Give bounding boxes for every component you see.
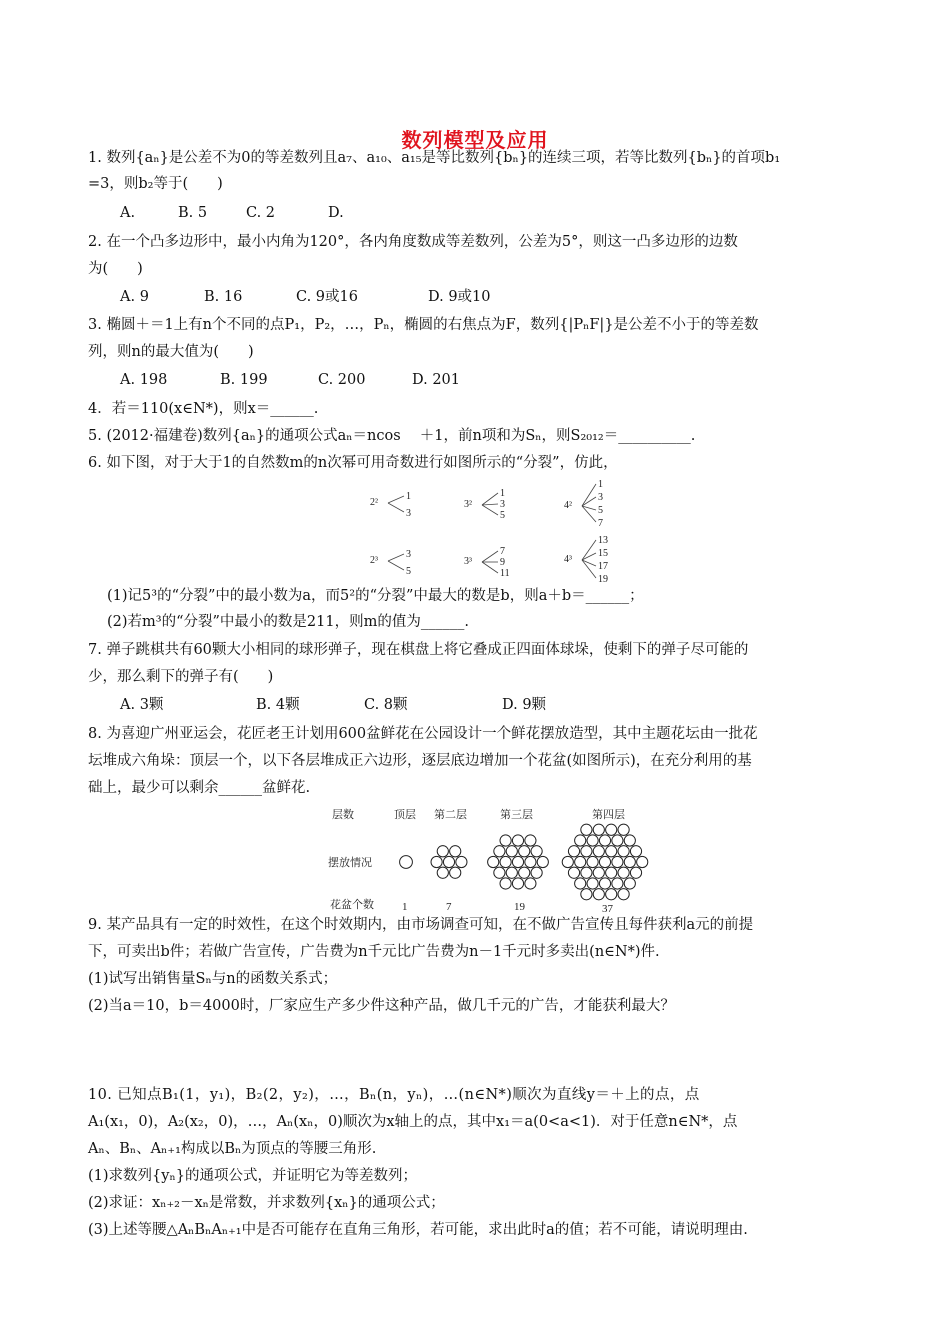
- flower-pot: [612, 856, 623, 867]
- flower-layer-1: [400, 856, 413, 869]
- q1-options: [120, 203, 344, 223]
- square-3-num-3: 5: [500, 510, 505, 521]
- count-second: 7: [446, 901, 452, 913]
- q1-option-d: D.: [328, 205, 344, 221]
- flower-pot: [587, 878, 598, 889]
- cube-2-group: [370, 549, 411, 577]
- flower-pot: [612, 878, 623, 889]
- square-4-num-4: 7: [598, 518, 603, 529]
- square-2-label: 2²: [370, 497, 378, 508]
- flower-pot: [581, 889, 592, 900]
- q1-option-a: A.: [120, 205, 136, 221]
- flower-pot: [400, 856, 413, 869]
- flower-pot: [519, 846, 530, 857]
- q5-line: 5. (2012·福建卷)数列{aₙ}的通项公式aₙ＝ncos ＋1，前n项和为Sₙ，则S₂₀₁₂＝__________.: [88, 428, 696, 444]
- square-4-group: [564, 479, 603, 529]
- cube-4-num-3: 17: [598, 561, 608, 572]
- q7-option-a: A. 3颗: [120, 697, 164, 713]
- q10-sub1: (1)求数列{yₙ}的通项公式，并证明它为等差数列；: [88, 1168, 417, 1184]
- row-label-layers: 层数: [332, 809, 354, 821]
- flower-pot: [618, 824, 629, 835]
- flower-pot: [512, 835, 523, 846]
- flower-pot: [456, 856, 467, 867]
- flower-pot: [575, 878, 586, 889]
- cube-3-num-2: 9: [500, 557, 505, 568]
- square-2-group: [370, 491, 411, 519]
- flower-pot: [437, 846, 448, 857]
- q2-option-a: A. 9: [120, 289, 149, 305]
- count-top: 1: [402, 901, 408, 913]
- cube-4-num-1: 13: [598, 535, 608, 546]
- flower-pot: [525, 856, 536, 867]
- cube-2-num-2: 5: [406, 566, 411, 577]
- q8-line1: 8. 为喜迎广州亚运会，花匠老王计划用600盆鲜花在公园设计一个鲜花摆放造型，其中主题花坛由一批花: [88, 726, 758, 742]
- layer-label-fourth: 第四层: [592, 809, 625, 821]
- flower-pot: [531, 846, 542, 857]
- square-4-num-2: 3: [598, 492, 603, 503]
- cube-2-label: 2³: [370, 555, 378, 566]
- flower-pot: [637, 856, 648, 867]
- q1-option-b: B. 5: [178, 205, 208, 221]
- square-4-num-1: 1: [598, 479, 603, 490]
- q6-sub1: (1)记5³的“分裂”中的最小数为a，而5²的“分裂”中最大的数是b，则a＋b＝______；: [107, 588, 644, 604]
- flower-pot: [450, 867, 461, 878]
- flower-pot: [599, 856, 610, 867]
- q9-line2: 下，可卖出b件；若做广告宣传，广告费为n千元比广告费为n－1千元时多卖出(n∈N*)件.: [88, 944, 660, 960]
- flower-pot: [562, 856, 573, 867]
- flower-pot: [618, 867, 629, 878]
- flower-pot: [506, 846, 517, 857]
- flower-pot: [512, 878, 523, 889]
- q7-option-d: D. 9颗: [502, 697, 547, 713]
- q10-line2: A₁(x₁，0)，A₂(x₂，0)，…，Aₙ(xₙ，0)顺次为x轴上的点，其中x₁＝a(0<a<1)．对于任意n∈N*，点: [88, 1114, 738, 1130]
- cube-3-num-1: 7: [500, 546, 505, 557]
- page-title: 数列模型及应用: [401, 128, 549, 152]
- q8-line3: 础上，最少可以剩余______盆鲜花.: [88, 780, 311, 796]
- q7-option-b: B. 4颗: [256, 697, 300, 713]
- layer-label-second: 第二层: [434, 809, 467, 821]
- square-3-num-2: 3: [500, 499, 505, 510]
- cube-2-num-1: 3: [406, 549, 411, 560]
- count-fourth: 37: [602, 903, 613, 914]
- flower-pot: [525, 835, 536, 846]
- flower-layer-2: [431, 846, 467, 879]
- flower-pot: [593, 846, 604, 857]
- flower-pot: [568, 846, 579, 857]
- flower-pot: [531, 867, 542, 878]
- q3-option-c: C. 200: [318, 372, 366, 388]
- q6-sub2: (2)若m³的“分裂”中最小的数是211，则m的值为______.: [107, 614, 469, 630]
- flower-pot: [575, 835, 586, 846]
- split-figure: [360, 478, 640, 586]
- q3-option-d: D. 201: [412, 372, 461, 388]
- flower-pot: [606, 824, 617, 835]
- flower-pot: [593, 824, 604, 835]
- cube-3-num-3: 11: [500, 568, 510, 579]
- q4-line: 4．若＝110(x∈N*)，则x＝______.: [88, 401, 319, 417]
- q2-option-b: B. 16: [204, 289, 243, 305]
- q3-option-a: A. 198: [120, 372, 168, 388]
- flower-pot: [624, 835, 635, 846]
- q7-line1: 7. 弹子跳棋共有60颗大小相同的球形弹子，现在棋盘上将它叠成正四面体球垛，使剩下的弹子尽可能的: [88, 642, 749, 658]
- q2-options: [120, 287, 491, 307]
- flower-figure: [322, 802, 662, 914]
- q9-sub2: (2)当a＝10，b＝4000时，厂家应生产多少件这种产品，做几千元的广告，才能获利最大？: [88, 998, 675, 1014]
- flower-pot: [581, 846, 592, 857]
- square-3-label: 3²: [464, 499, 472, 510]
- flower-pot: [506, 867, 517, 878]
- flower-pot: [500, 835, 511, 846]
- layer-label-third: 第三层: [500, 809, 533, 821]
- flower-pot: [581, 867, 592, 878]
- q10-line3: Aₙ、Bₙ、Aₙ₊₁构成以Bₙ为顶点的等腰三角形.: [88, 1141, 377, 1157]
- q10-sub3: (3)上述等腰△AₙBₙAₙ₊₁中是否可能存在直角三角形，若可能，求出此时a的值；若不可能，请说明理由.: [88, 1222, 748, 1238]
- flower-pot: [612, 835, 623, 846]
- q7-options: [120, 695, 546, 715]
- cube-3-group: [464, 546, 510, 579]
- flower-pot: [494, 846, 505, 857]
- q10-line1: 10. 已知点B₁(1，y₁)，B₂(2，y₂)，…，Bₙ(n，yₙ)，…(n∈N*)顺次为直线y＝＋上的点，点: [88, 1087, 700, 1103]
- flower-pot: [500, 856, 511, 867]
- flower-pot: [593, 867, 604, 878]
- q1-line2: =3，则b₂等于( ): [88, 176, 223, 192]
- q6-line1: 6. 如下图，对于大于1的自然数m的n次幂可用奇数进行如图所示的“分裂”，仿此，: [88, 455, 618, 471]
- flower-pot: [568, 867, 579, 878]
- flower-pot: [624, 878, 635, 889]
- flower-pot: [624, 856, 635, 867]
- cube-4-num-2: 15: [598, 548, 608, 559]
- flower-pot: [593, 889, 604, 900]
- flower-pot: [488, 856, 499, 867]
- layer-label-top: 顶层: [394, 809, 416, 821]
- square-2-num-2: 3: [406, 508, 411, 519]
- square-4-num-3: 5: [598, 505, 603, 516]
- row-label-arrangement: 摆放情况: [328, 857, 372, 869]
- q2-option-d: D. 9或10: [428, 289, 491, 305]
- square-2-num-1: 1: [406, 491, 411, 502]
- flower-pot: [512, 856, 523, 867]
- square-3-num-1: 1: [500, 488, 505, 499]
- flower-pot: [606, 889, 617, 900]
- q3-option-b: B. 199: [220, 372, 268, 388]
- flower-pot: [519, 867, 530, 878]
- q2-line2: 为( ): [88, 261, 143, 277]
- flower-pot: [630, 846, 641, 857]
- flower-pot: [437, 867, 448, 878]
- q9-sub1: (1)试写出销售量Sₙ与n的函数关系式；: [88, 971, 338, 987]
- q2-line1: 2. 在一个凸多边形中，最小内角为120°，各内角度数成等差数列，公差为5°，则这一凸多边形的边数: [88, 234, 738, 250]
- flower-pot: [630, 867, 641, 878]
- square-4-label: 4²: [564, 500, 572, 511]
- q1-line1: 1. 数列{aₙ}是公差不为0的等差数列且a₇、a₁₀、a₁₅是等比数列{bₙ}的连续三项，若等比数列{bₙ}的首项b₁: [88, 150, 781, 166]
- flower-pot: [599, 835, 610, 846]
- flower-pot: [587, 856, 598, 867]
- flower-pot: [431, 856, 442, 867]
- q3-line1: 3. 椭圆＋＝1上有n个不同的点P₁，P₂，…，Pₙ，椭圆的右焦点为F，数列{|PₙF|}是公差不小于的等差数: [88, 317, 759, 333]
- cube-4-num-4: 19: [598, 574, 608, 585]
- flower-pot: [443, 856, 454, 867]
- flower-pot: [500, 878, 511, 889]
- cube-4-label: 4³: [564, 554, 572, 565]
- flower-pot: [599, 878, 610, 889]
- q2-option-c: C. 9或16: [296, 289, 358, 305]
- flower-pot: [618, 889, 629, 900]
- flower-pot: [450, 846, 461, 857]
- row-label-count: 花盆个数: [330, 899, 374, 911]
- flower-pot: [606, 867, 617, 878]
- flower-pot: [618, 846, 629, 857]
- q9-line1: 9. 某产品具有一定的时效性，在这个时效期内，由市场调查可知，在不做广告宣传且每件获利a元的前提: [88, 917, 754, 933]
- flower-layer-4: [562, 824, 648, 900]
- flower-pot: [581, 824, 592, 835]
- square-3-group: [464, 488, 505, 521]
- flower-pot: [525, 878, 536, 889]
- q10-sub2: (2)求证：xₙ₊₂－xₙ是常数，并求数列{xₙ}的通项公式；: [88, 1195, 445, 1211]
- flower-pot: [606, 846, 617, 857]
- count-third: 19: [514, 901, 525, 913]
- q3-options: [120, 370, 460, 390]
- q7-line2: 少，那么剩下的弹子有( ): [88, 669, 274, 685]
- q1-option-c: C. 2: [246, 205, 276, 221]
- flower-pot: [494, 867, 505, 878]
- flower-pot: [587, 835, 598, 846]
- flower-pot: [575, 856, 586, 867]
- q3-line2: 列，则n的最大值为( ): [88, 344, 254, 360]
- flower-layer-3: [488, 835, 549, 889]
- q7-option-c: C. 8颗: [364, 697, 408, 713]
- flower-pot: [537, 856, 548, 867]
- q8-line2: 坛堆成六角垛：顶层一个，以下各层堆成正六边形，逐层底边增加一个花盆(如图所示)，在充分利用的基: [88, 753, 752, 769]
- cube-4-group: [564, 535, 608, 585]
- cube-3-label: 3³: [464, 556, 472, 567]
